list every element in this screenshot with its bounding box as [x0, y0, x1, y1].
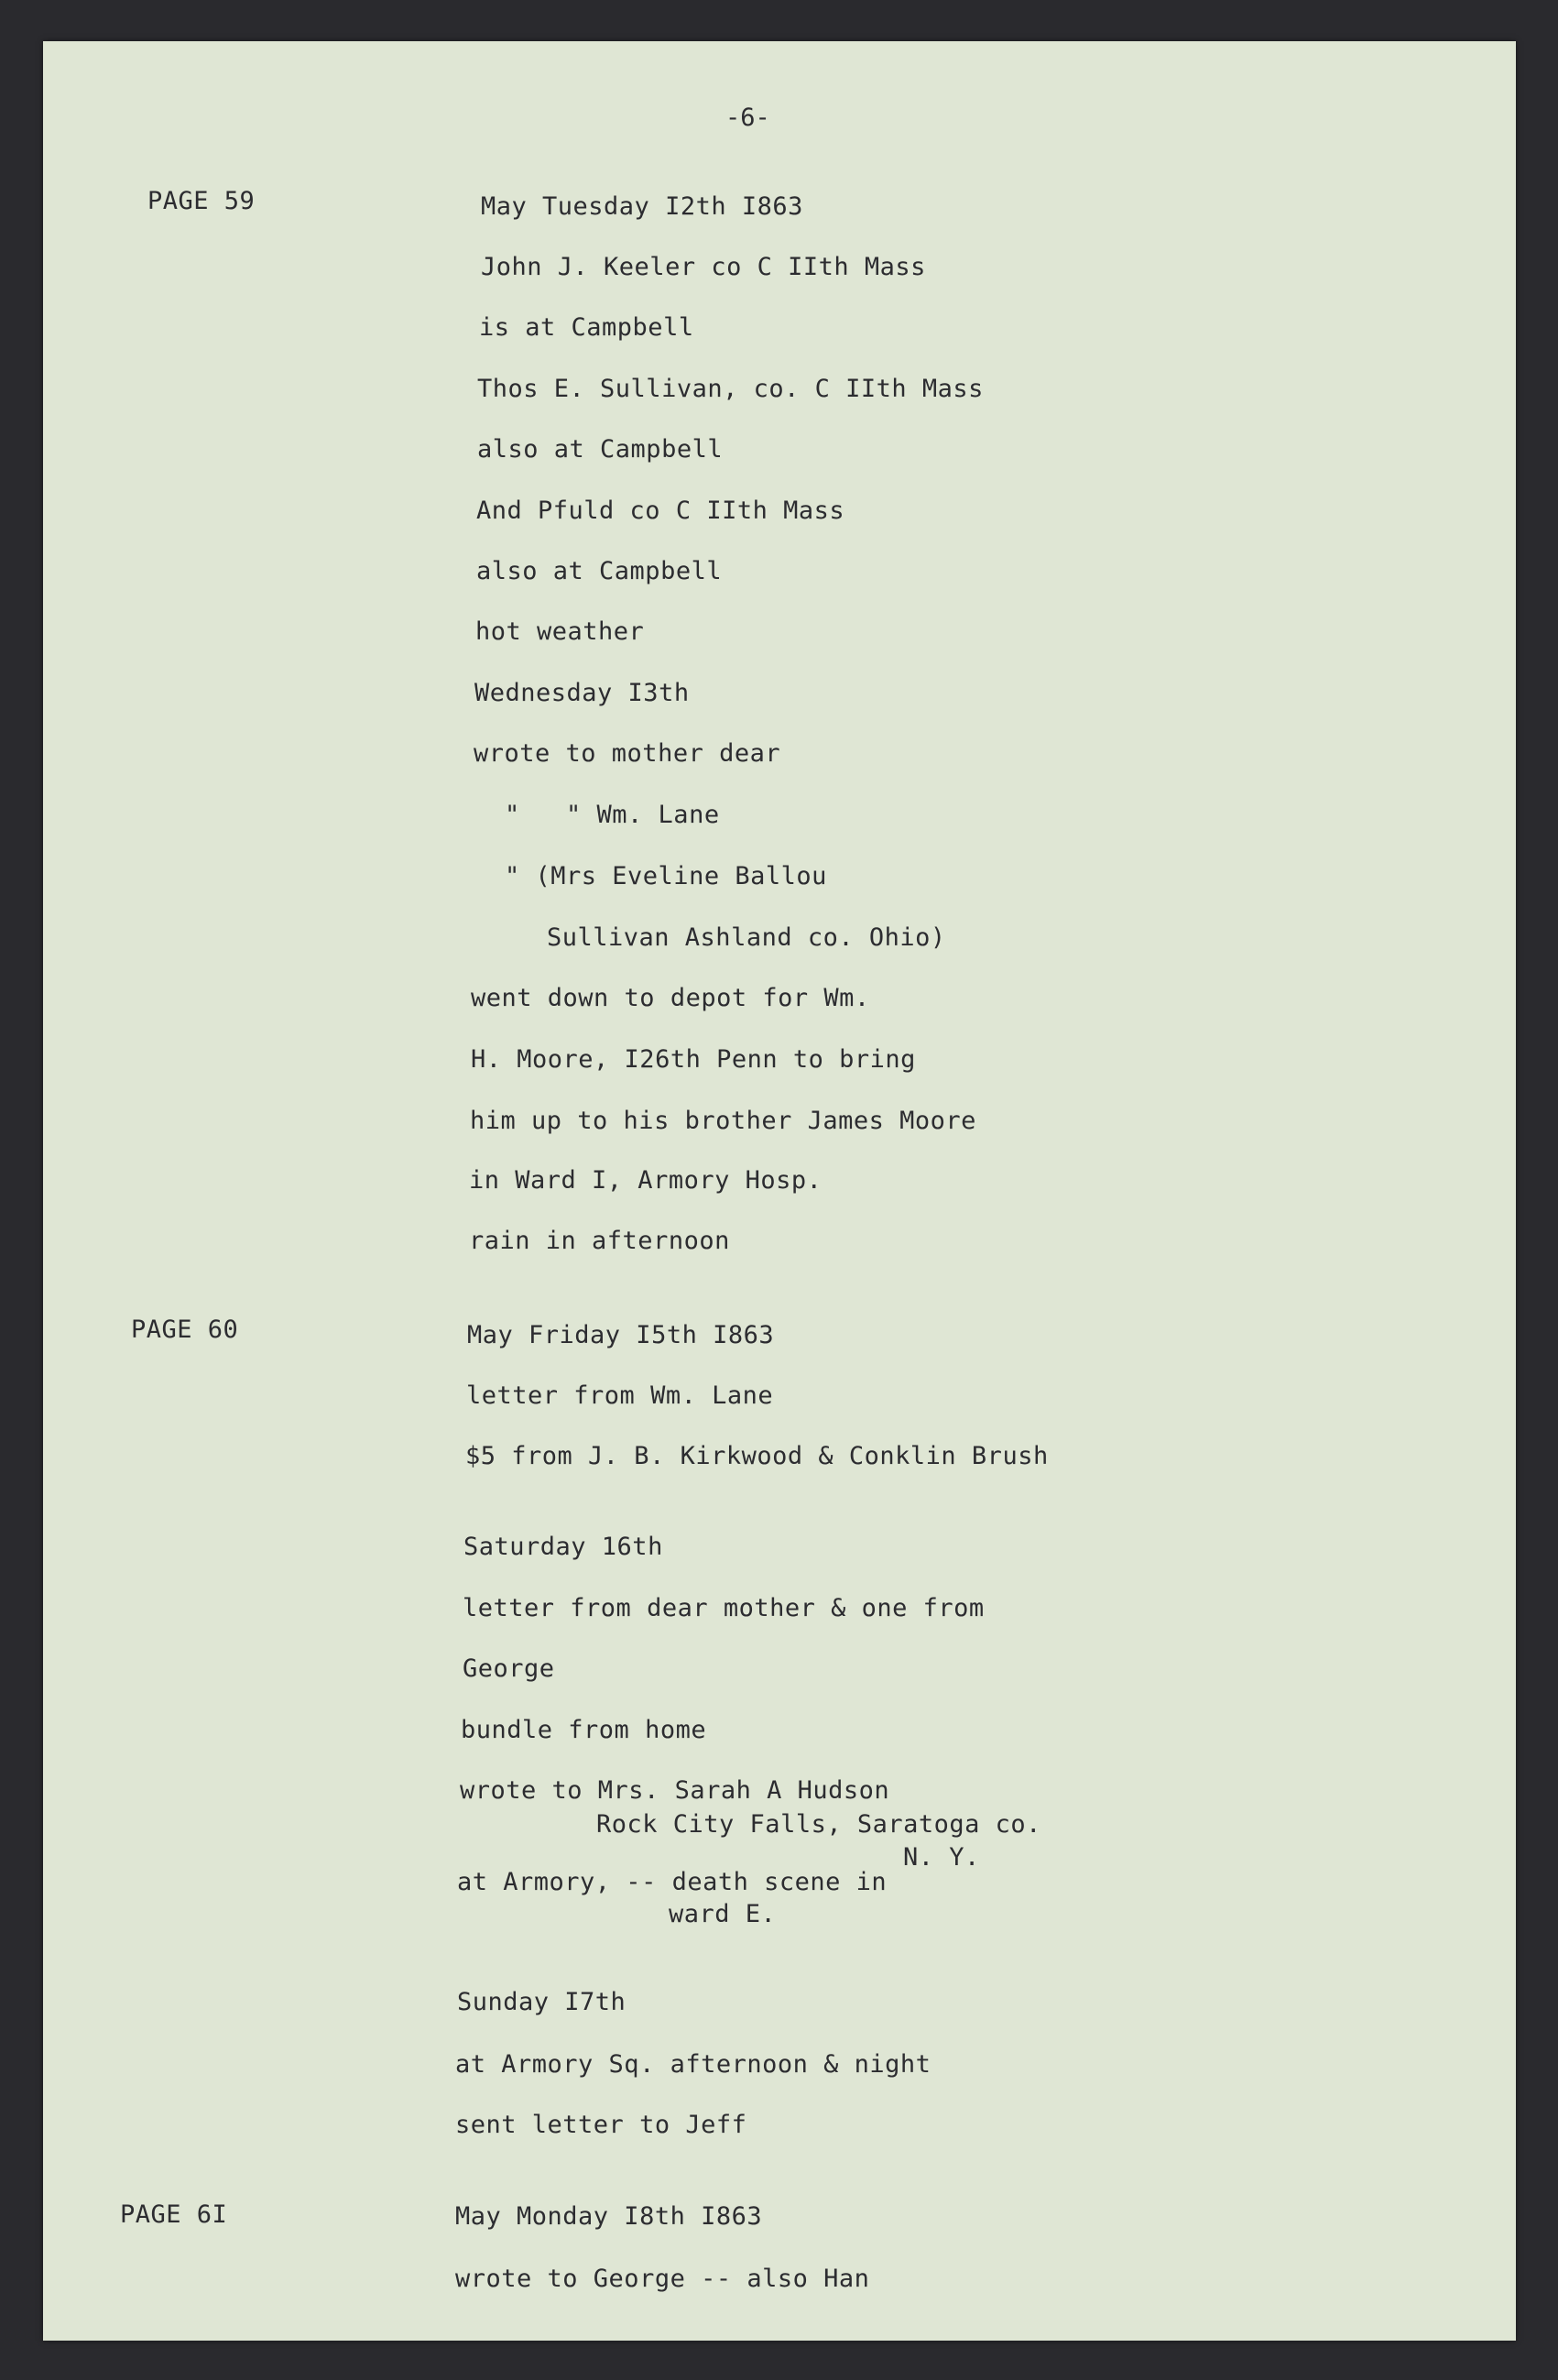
entry-line: Sullivan Ashland co. Ohio) — [547, 923, 946, 952]
entry-line: May Friday I5th I863 — [467, 1321, 775, 1349]
entry-line: John J. Keeler co C IIth Mass — [481, 253, 926, 281]
page-ref-60: PAGE 60 — [131, 1316, 239, 1344]
entry-line: sent letter to Jeff — [455, 2111, 747, 2139]
entry-line: wrote to mother dear — [474, 739, 781, 768]
entry-line: $5 from J. B. Kirkwood & Conklin Brush — [465, 1442, 1049, 1470]
entry-line: " " Wm. Lane — [505, 801, 720, 829]
entry-line: May Monday I8th I863 — [455, 2202, 763, 2231]
entry-line: letter from Wm. Lane — [466, 1381, 774, 1410]
entry-line: Saturday 16th — [463, 1533, 663, 1561]
entry-line: also at Campbell — [477, 435, 724, 464]
entry-line: Rock City Falls, Saratoga co. — [596, 1810, 1041, 1839]
entry-line: in Ward I, Armory Hosp. — [469, 1166, 823, 1195]
entry-line: H. Moore, I26th Penn to bring — [471, 1045, 916, 1074]
entry-line: George — [463, 1654, 555, 1683]
entry-line: Sunday I7th — [457, 1988, 626, 2016]
entry-line: N. Y. — [903, 1843, 980, 1872]
page-ref-59: PAGE 59 — [147, 187, 256, 215]
entry-line: wrote to George -- also Han — [455, 2265, 870, 2293]
entry-line: also at Campbell — [476, 557, 723, 585]
entry-line: hot weather — [475, 617, 645, 646]
entry-line: Thos E. Sullivan, co. C IIth Mass — [477, 375, 984, 403]
entry-line: Wednesday I3th — [474, 679, 690, 707]
entry-line: rain in afternoon — [469, 1227, 730, 1255]
entry-line: at Armory, -- death scene in — [457, 1868, 888, 1896]
entry-line: And Pfuld co C IIth Mass — [476, 497, 845, 525]
entry-line: letter from dear mother & one from — [463, 1594, 985, 1622]
page-ref-61: PAGE 6I — [120, 2200, 228, 2229]
entry-line: is at Campbell — [479, 313, 694, 342]
entry-line: bundle from home — [461, 1716, 707, 1744]
entry-line: " (Mrs Eveline Ballou — [505, 862, 827, 890]
entry-line: went down to depot for Wm. — [471, 984, 870, 1012]
entry-line: ward E. — [669, 1900, 777, 1928]
typed-page — [43, 41, 1516, 2341]
entry-line: wrote to Mrs. Sarah A Hudson — [460, 1776, 890, 1805]
entry-line: him up to his brother James Moore — [470, 1107, 976, 1135]
page-number: -6- — [725, 104, 770, 132]
entry-line: at Armory Sq. afternoon & night — [455, 2050, 932, 2079]
entry-line: May Tuesday I2th I863 — [481, 192, 803, 221]
